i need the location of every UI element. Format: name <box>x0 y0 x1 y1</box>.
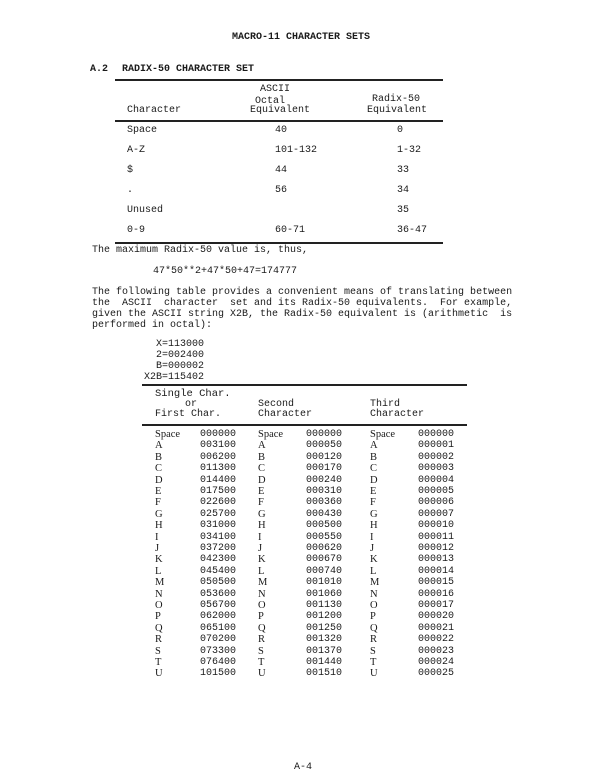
section-number: A.2 <box>90 64 109 75</box>
header-ascii-1: ASCII <box>260 84 291 95</box>
first-value: 025700 <box>200 508 237 520</box>
first-char: A <box>155 440 163 452</box>
table1-radix: 0 <box>397 125 404 136</box>
second-char: P <box>258 611 264 623</box>
second-value: 000240 <box>306 474 343 486</box>
third-char: G <box>370 508 378 520</box>
third-char: S <box>370 645 376 657</box>
third-char: P <box>370 611 376 623</box>
first-char: Q <box>155 622 163 634</box>
paragraph-line: The following table provides a convenient means of translating between <box>92 287 513 298</box>
header-ascii-2: Octal <box>255 96 286 107</box>
header-second-1: Second <box>258 399 295 410</box>
second-value: 001010 <box>306 577 343 589</box>
table1-top-rule <box>115 79 443 81</box>
second-char: M <box>258 577 268 589</box>
first-char: G <box>155 508 163 520</box>
first-value: 031000 <box>200 520 237 532</box>
third-value: 000003 <box>418 463 455 475</box>
table1-radix: 1-32 <box>397 145 422 156</box>
table1-character: $ <box>127 165 134 176</box>
second-char: R <box>258 634 266 646</box>
first-char: D <box>155 474 163 486</box>
header-radix-2: Equivalent <box>367 105 428 116</box>
first-char: J <box>155 543 160 554</box>
second-value: 001370 <box>306 645 343 657</box>
paragraph-line: given the ASCII string X2B, the Radix-50 equivalent is (arithmetic is <box>92 309 513 320</box>
first-value: 000000 <box>200 429 237 440</box>
table1-ascii: 44 <box>275 165 288 176</box>
second-value: 000550 <box>306 531 343 543</box>
second-value: 000050 <box>306 440 343 452</box>
third-value: 000007 <box>418 508 455 520</box>
table1-character: Space <box>127 125 158 136</box>
third-value: 000002 <box>418 451 455 463</box>
third-char: D <box>370 474 378 486</box>
header-radix-1: Radix-50 <box>372 94 421 105</box>
third-char: M <box>370 577 380 589</box>
table2-top-rule <box>142 384 467 386</box>
second-char: O <box>258 600 266 611</box>
third-value: 000014 <box>418 565 455 577</box>
max-value-text: The maximum Radix-50 value is, thus, <box>92 245 309 256</box>
second-char: T <box>258 657 265 668</box>
first-char: R <box>155 634 163 646</box>
second-value: 000500 <box>306 520 343 532</box>
second-value: 001440 <box>306 657 343 668</box>
table1-character: A-Z <box>127 145 146 156</box>
table1-ascii: 60-71 <box>275 225 306 236</box>
third-char: U <box>370 668 378 680</box>
table1-character: . <box>127 185 134 196</box>
second-value: 000620 <box>306 543 343 554</box>
second-value: 000120 <box>306 451 343 463</box>
first-char: U <box>155 668 163 680</box>
table1-radix: 35 <box>397 205 410 216</box>
second-char: Q <box>258 622 266 634</box>
first-value: 037200 <box>200 543 237 554</box>
first-value: 003100 <box>200 440 237 452</box>
header-ascii-3: Equivalent <box>250 105 311 116</box>
third-char: I <box>370 531 374 543</box>
first-char: K <box>155 554 163 566</box>
first-value: 070200 <box>200 634 237 646</box>
table1-radix: 34 <box>397 185 410 196</box>
second-char: D <box>258 474 266 486</box>
third-value: 000004 <box>418 474 455 486</box>
third-char: L <box>370 565 377 577</box>
third-value: 000022 <box>418 634 455 646</box>
first-value: 101500 <box>200 668 237 680</box>
first-char: N <box>155 588 163 600</box>
third-value: 000000 <box>418 429 455 440</box>
third-char: Q <box>370 622 378 634</box>
second-char: L <box>258 565 265 577</box>
first-char: E <box>155 486 162 497</box>
third-char: C <box>370 463 378 475</box>
third-char: F <box>370 497 376 509</box>
second-char: G <box>258 508 266 520</box>
second-char: J <box>258 543 263 554</box>
third-char: H <box>370 520 378 532</box>
second-char: N <box>258 588 266 600</box>
first-value: 017500 <box>200 486 237 497</box>
table1-radix: 33 <box>397 165 410 176</box>
header-first-3: First Char. <box>155 409 222 420</box>
first-value: 065100 <box>200 622 237 634</box>
first-char: F <box>155 497 161 509</box>
page-header: MACRO-11 CHARACTER SETS <box>232 32 371 43</box>
table1-character: Unused <box>127 205 164 216</box>
third-value: 000013 <box>418 554 455 566</box>
first-char: S <box>155 645 161 657</box>
first-char: B <box>155 451 163 463</box>
third-value: 000016 <box>418 588 455 600</box>
third-value: 000012 <box>418 543 455 554</box>
third-value: 000015 <box>418 577 455 589</box>
third-char: R <box>370 634 378 646</box>
first-char: O <box>155 600 163 611</box>
second-value: 001060 <box>306 588 343 600</box>
third-char: N <box>370 588 378 600</box>
second-value: 001250 <box>306 622 343 634</box>
table1-ascii: 40 <box>275 125 288 136</box>
second-char: S <box>258 645 264 657</box>
second-value: 000000 <box>306 429 343 440</box>
third-value: 000024 <box>418 657 455 668</box>
first-value: 073300 <box>200 645 237 657</box>
table1-character: 0-9 <box>127 225 146 236</box>
paragraph-line: performed in octal): <box>92 320 213 331</box>
first-value: 045400 <box>200 565 237 577</box>
formula: 47*50**2+47*50+47=174777 <box>153 266 298 277</box>
header-first-2: or <box>155 399 198 410</box>
first-value: 006200 <box>200 451 237 463</box>
first-value: 034100 <box>200 531 237 543</box>
table1-ascii: 56 <box>275 185 288 196</box>
second-char: B <box>258 451 266 463</box>
third-value: 000017 <box>418 600 455 611</box>
second-value: 000670 <box>306 554 343 566</box>
second-char: E <box>258 486 265 497</box>
calc-line: X=113000 <box>144 339 205 350</box>
first-char: T <box>155 657 162 668</box>
third-char: B <box>370 451 378 463</box>
header-second-2: Character <box>258 409 313 420</box>
third-char: Space <box>370 429 396 440</box>
section-title: RADIX-50 CHARACTER SET <box>122 64 255 75</box>
second-char: H <box>258 520 266 532</box>
third-value: 000021 <box>418 622 455 634</box>
table1-bottom-rule <box>115 242 443 244</box>
third-char: T <box>370 657 377 668</box>
header-first-1: Single Char. <box>155 388 231 400</box>
third-value: 000010 <box>418 520 455 532</box>
table1-radix: 36-47 <box>397 225 428 236</box>
second-value: 000740 <box>306 565 343 577</box>
calc-line: B=000002 <box>144 361 205 372</box>
third-char: E <box>370 486 377 497</box>
first-char: C <box>155 463 163 475</box>
third-value: 000023 <box>418 645 455 657</box>
third-char: O <box>370 600 378 611</box>
header-third-2: Character <box>370 409 425 420</box>
table2-header-rule <box>142 424 467 426</box>
first-value: 056700 <box>200 600 237 611</box>
first-value: 014400 <box>200 474 237 486</box>
first-value: 042300 <box>200 554 237 566</box>
paragraph-line: the ASCII character set and its Radix-50 equivalents. For example, <box>92 298 513 309</box>
third-char: K <box>370 554 378 566</box>
third-value: 000020 <box>418 611 455 623</box>
second-char: C <box>258 463 266 475</box>
second-char: Space <box>258 429 284 440</box>
first-char: Space <box>155 429 181 440</box>
first-value: 011300 <box>200 463 237 475</box>
second-value: 001320 <box>306 634 343 646</box>
second-value: 001130 <box>306 600 343 611</box>
table1-header-rule <box>115 120 443 122</box>
first-value: 062000 <box>200 611 237 623</box>
second-char: K <box>258 554 266 566</box>
second-value: 001510 <box>306 668 343 680</box>
third-value: 000011 <box>418 531 455 543</box>
first-char: P <box>155 611 161 623</box>
first-value: 076400 <box>200 657 237 668</box>
third-value: 000025 <box>418 668 455 680</box>
second-value: 000360 <box>306 497 343 509</box>
second-value: 000430 <box>306 508 343 520</box>
header-third-1: Third <box>370 399 401 410</box>
second-value: 000310 <box>306 486 343 497</box>
table1-ascii: 101-132 <box>275 145 318 156</box>
third-value: 000005 <box>418 486 455 497</box>
first-char: I <box>155 531 159 543</box>
third-char: J <box>370 543 375 554</box>
first-value: 050500 <box>200 577 237 589</box>
second-char: A <box>258 440 266 452</box>
second-value: 001200 <box>306 611 343 623</box>
second-char: U <box>258 668 266 680</box>
first-char: L <box>155 565 162 577</box>
second-char: F <box>258 497 264 509</box>
calc-line: X2B=115402 <box>144 372 205 383</box>
calc-line: 2=002400 <box>144 350 205 361</box>
third-char: A <box>370 440 378 452</box>
first-value: 022600 <box>200 497 237 509</box>
third-value: 000006 <box>418 497 455 509</box>
first-char: M <box>155 577 165 589</box>
first-value: 053600 <box>200 588 237 600</box>
header-character: Character <box>127 105 182 116</box>
third-value: 000001 <box>418 440 455 452</box>
page-number: A-4 <box>294 762 313 773</box>
second-value: 000170 <box>306 463 343 475</box>
second-char: I <box>258 531 262 543</box>
first-char: H <box>155 520 163 532</box>
